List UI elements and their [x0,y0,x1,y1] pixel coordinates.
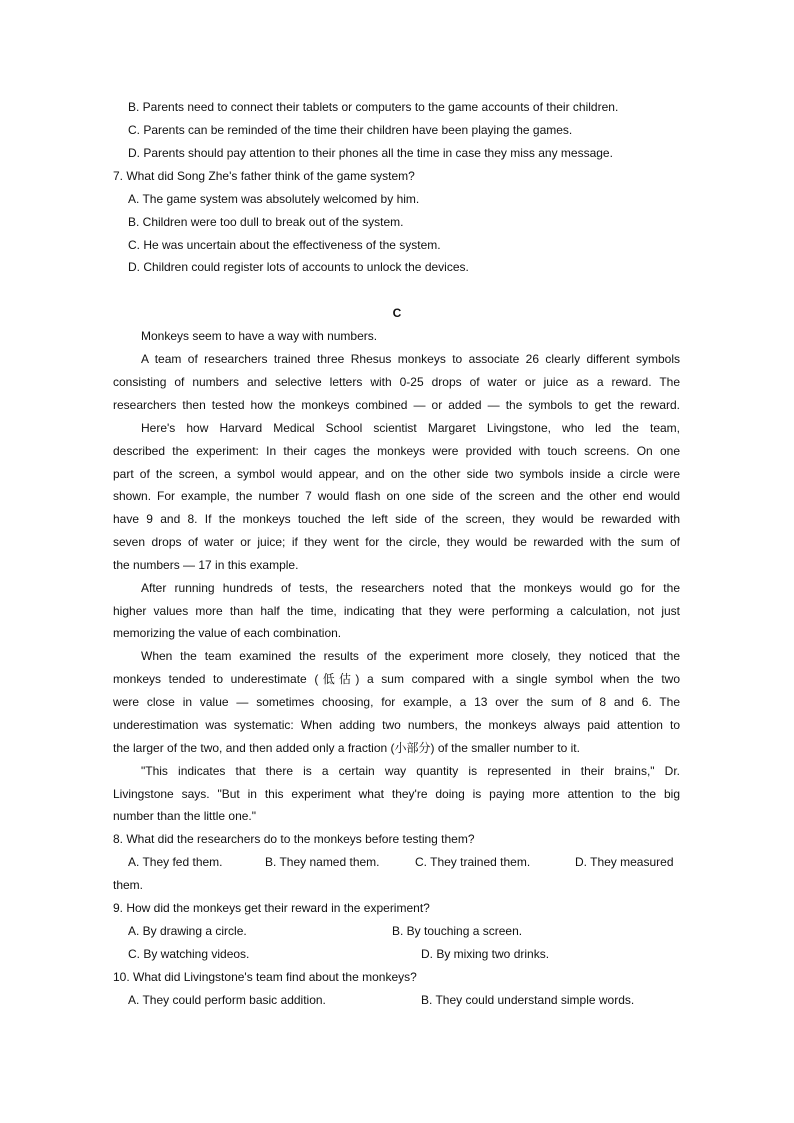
option-text-wrap: them. [113,878,144,892]
option-text: B. By touching a screen. [392,924,523,938]
question-stem: 8. What did the researchers do to the monkeys before testing them? [113,832,475,846]
option-text: A. The game system was absolutely welcomed by him. [128,192,420,206]
paragraph-line: After running hundreds of tests, the researchers noted that the monkeys would go for the [141,581,680,595]
paragraph-line: seven drops of water or juice; if they went for the circle, they would be rewarded with the sum of [113,535,680,549]
paragraph-line: the numbers — 17 in this example. [113,558,299,572]
paragraph-line: consisting of numbers and selective letters with 0-25 drops of water or juice as a reward. The [113,375,680,389]
option-text: B. They named them. [265,855,380,869]
paragraph-line: were close in value — sometimes choosing, for example, a 13 over the sum of 8 and 6. The [113,695,680,709]
question-stem: 10. What did Livingstone's team find about the monkeys? [113,970,417,984]
paragraph-line: Monkeys seem to have a way with numbers. [141,329,378,343]
option-text: B. Children were too dull to break out of the system. [128,215,404,229]
option-text: D. They measured [575,855,674,869]
option-text: C. He was uncertain about the effectiveness of the system. [128,238,441,252]
option-text: D. Children could register lots of accounts to unlock the devices. [128,260,469,274]
question-stem: 7. What did Song Zhe's father think of the game system? [113,169,415,183]
option-text: D. By mixing two drinks. [421,947,550,961]
question-stem: 9. How did the monkeys get their reward in the experiment? [113,901,430,915]
paragraph-line: Livingstone says. "But in this experiment what they're doing is paying more attention to the big [113,787,680,801]
option-text: B. They could understand simple words. [421,993,635,1007]
option-text: C. Parents can be reminded of the time their children have been playing the games. [128,123,573,137]
paragraph-line: underestimation was systematic: When adding two numbers, the monkeys always paid attention to [113,718,680,732]
paragraph-line: monkeys tended to underestimate (低估) a sum compared with a single symbol when the two [113,672,680,686]
paragraph-line: researchers then tested how the monkeys combined — or added — the symbols to get the reward. [113,398,680,412]
paragraph-line: described the experiment: In their cages the monkeys were provided with touch screens. On one [113,444,680,458]
option-text: C. By watching videos. [128,947,250,961]
paragraph-line: "This indicates that there is a certain way quantity is represented in their brains," Dr. [141,764,680,778]
paragraph-line: memorizing the value of each combination. [113,626,342,640]
paragraph-line: A team of researchers trained three Rhesus monkeys to associate 26 clearly different symbols [141,352,680,366]
option-text: A. By drawing a circle. [128,924,247,938]
paragraph-line: Here's how Harvard Medical School scientist Margaret Livingstone, who led the team, [141,421,680,435]
paragraph-line: number than the little one." [113,809,257,823]
option-text: A. They fed them. [128,855,223,869]
option-text: D. Parents should pay attention to their phones all the time in case they miss any message. [128,146,613,160]
option-text: A. They could perform basic addition. [128,993,326,1007]
section-heading: C [392,306,402,320]
paragraph-line: have 9 and 8. If the monkeys touched the left side of the screen, they would be rewarded with [113,512,680,526]
paragraph-line: shown. For example, the number 7 would flash on one side of the screen and the other end would [113,489,680,503]
option-text: C. They trained them. [415,855,531,869]
paragraph-line: higher values more than half the time, indicating that they were performing a calculation, not just [113,604,680,618]
paragraph-line: the larger of the two, and then added only a fraction (小部分) of the smaller number to it. [113,741,580,755]
paragraph-line: When the team examined the results of the experiment more closely, they noticed that the [141,649,680,663]
paragraph-line: part of the screen, a symbol would appear, and on the other side two symbols inside a circle were [113,467,680,481]
option-text: B. Parents need to connect their tablets or computers to the game accounts of their children. [128,100,619,114]
